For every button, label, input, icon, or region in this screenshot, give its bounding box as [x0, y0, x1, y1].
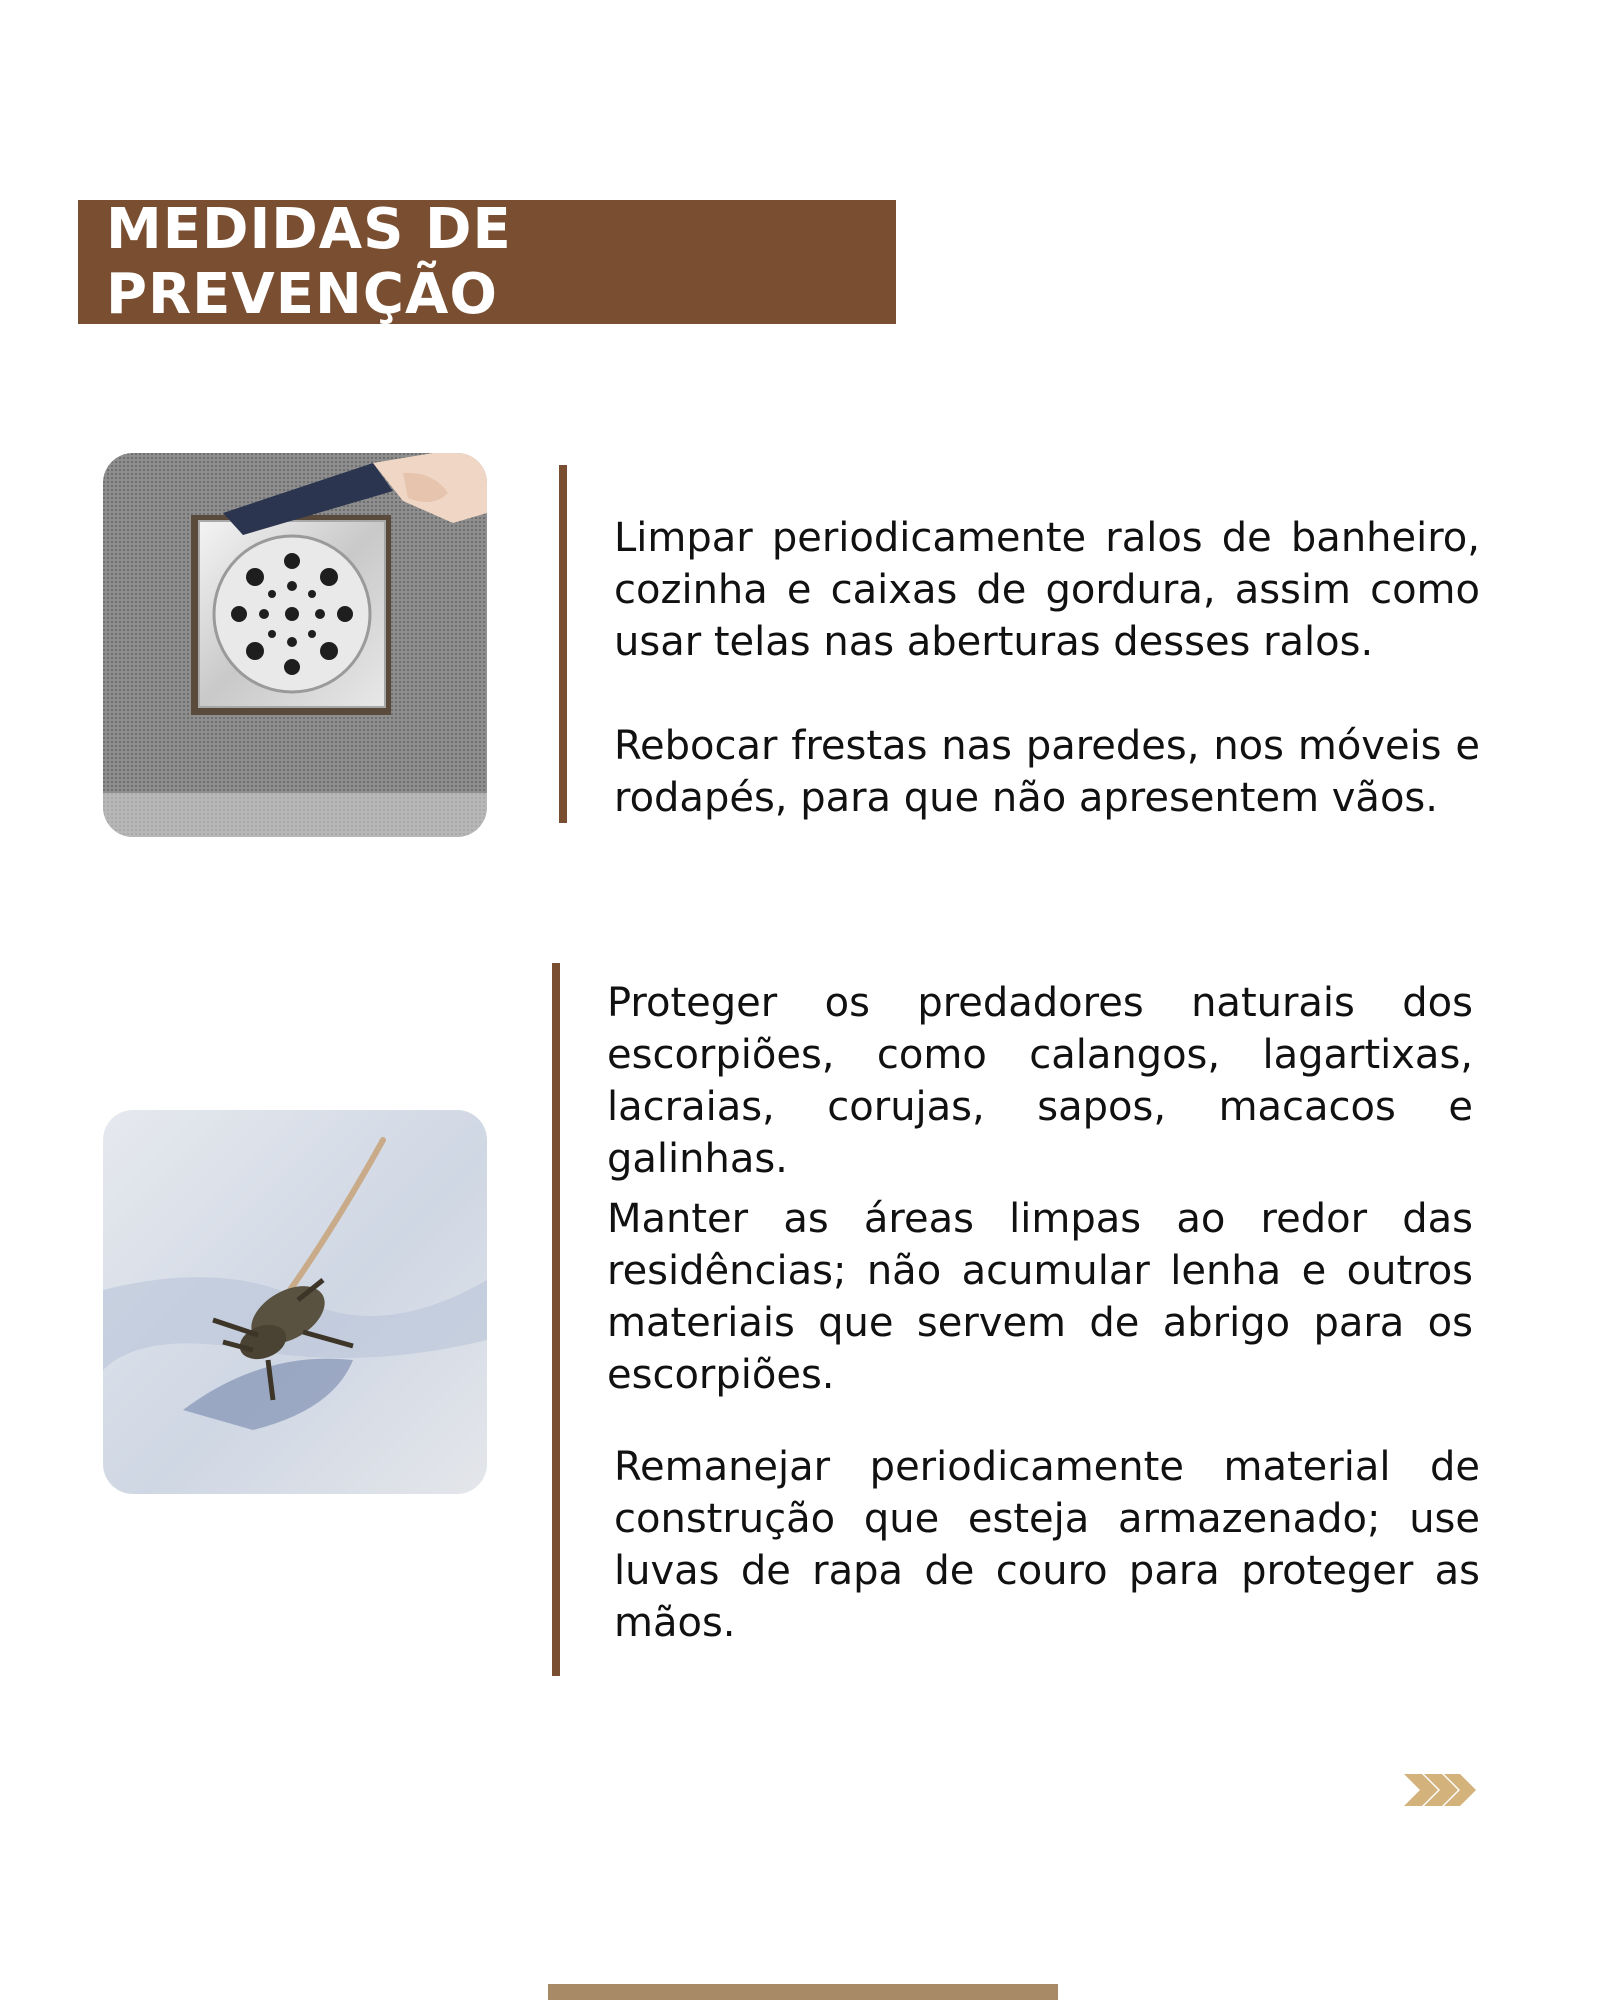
paragraph-clean-areas: Manter as áreas limpas ao redor das residências; não acumular lenha e outros materiais que servem de abrigo para os escorpiões.	[607, 1196, 1473, 1398]
title-banner	[78, 197, 896, 327]
paragraph-relocate-material: Remanejar periodicamente material de construção que esteja armazenado; use luvas de rapa de couro para proteger as mãos.	[614, 1444, 1480, 1646]
accent-bar-1	[559, 465, 567, 823]
paragraph-seal-cracks: Rebocar frestas nas paredes, nos móveis e rodapés, para que não apresentem vãos.	[614, 723, 1480, 821]
accent-bar-2	[552, 963, 560, 1676]
paragraph-clean-drains: Limpar periodicamente ralos de banheiro, cozinha e caixas de gordura, assim como usar telas nas aberturas desses ralos.	[614, 515, 1480, 665]
page-title: MEDIDAS DE PREVENÇÃO	[106, 197, 512, 327]
bottom-accent-bar	[548, 1984, 1058, 2000]
lizard-photo	[103, 1110, 487, 1494]
paragraph-protect-predators: Proteger os predadores naturais dos escorpiões, como calangos, lagartixas, lacraias, corujas, sapos, macacos e galinhas.	[607, 980, 1473, 1182]
triple-chevron-right-icon[interactable]	[1404, 1774, 1478, 1806]
floor-drain-photo	[103, 453, 487, 837]
